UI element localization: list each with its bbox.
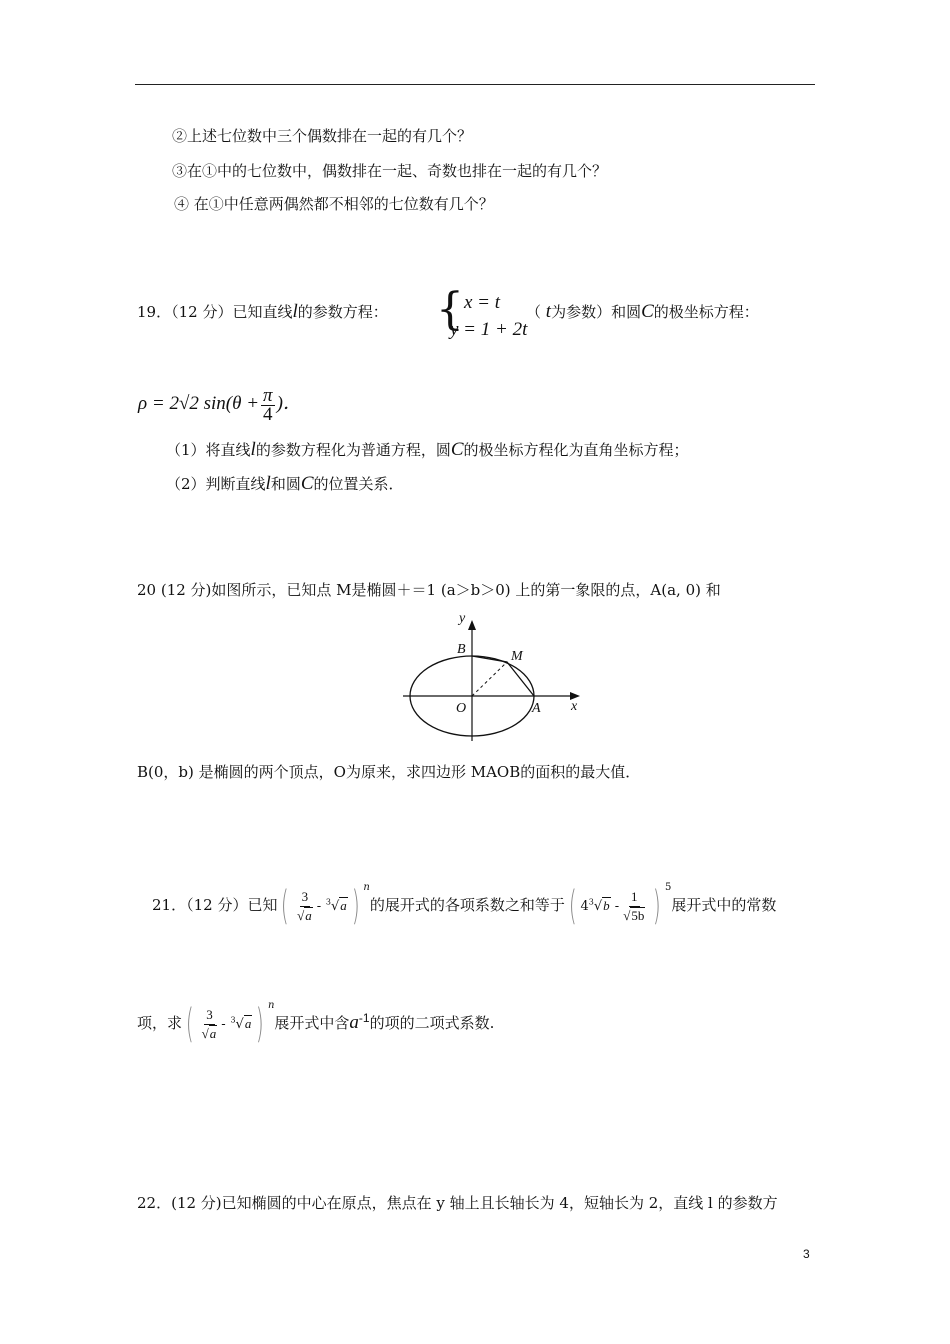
q19-number: 19．（12 分）已知直线 [137,303,293,321]
q21-line-2: 项，求( $\frac{3}{√a}$ - $^3$√a ) $^n$展开式中含$a^{-1}$的项的二项式系数. [137,1000,495,1047]
label-x: x [571,699,578,714]
q19-var-l: l [292,301,298,322]
y-axis-arrow [468,620,476,630]
q19-text-b: 为参数）和圆 [551,303,642,321]
q21-line-1: 21．（12 分）已知( $\frac{3}{√a}$ - $^3$√a ) $^n$的展开式的各项系数之和等于( $4^3√b$ - $\frac{1}{√5b}$ ) $^5$展开式中的常数 [152,882,777,929]
header-rule [135,84,815,85]
q22-line-1: 22．(12 分)已知椭圆的中心在原点，焦点在 y 轴上且长轴长为 4，短轴长为 2，直线 l 的参数方 [137,1194,778,1212]
label-M: M [511,649,523,664]
q20-line-2: B(0，b) 是椭圆的两个顶点，O为原来，求四边形 MAOB的面积的最大值． [137,763,641,781]
q18-item-3: ③在①中的七位数中，偶数排在一起、奇数也排在一起的有几个？ [172,162,608,180]
q19-var-t: t [545,301,552,322]
q19-line-1b: （ t为参数）和圆C的极坐标方程： [526,301,759,322]
q21-frac-3-over-sqrt-a: $\frac{3}{√a}$ [297,888,312,923]
q19-brace: { [436,284,464,335]
q19-rho-rhs: )． [276,393,302,414]
q21-term-4-cbrt-b: $4^3√b$ - [580,897,620,914]
label-B: B [457,642,466,657]
label-A: A [532,701,541,716]
label-O: O [456,701,467,716]
q19-var-C: C [641,301,654,322]
q19-pi-over-4: $\frac{\pi}{4}$ [263,384,273,425]
q21-a-inverse: a [349,1012,359,1033]
q19-text-a: 的参数方程： [297,303,388,321]
q18-item-2: ②上述七位数中三个偶数排在一起的有几个？ [172,127,473,145]
dashed-om [472,662,507,696]
q20-line-1: 20 (12 分)如图所示，已知点 M是椭圆＋＝1 (a＞b＞0) 上的第一象限的点，A(a, 0) 和 [137,581,721,599]
q19-line-1 [137,302,388,322]
q19-polar-eq [138,384,302,424]
q18-item-4: ④ 在①中任意两偶然都不相邻的七位数有几个？ [174,195,494,213]
q19-eq-y: y = 1 + 2t [450,319,528,340]
q19-text-c: 的极坐标方程： [653,303,759,321]
q19-part-2: （2）判断直线l和圆C的位置关系． [166,473,404,494]
q21-cbrt-a: $^3$√a [325,897,347,914]
q20-ellipse-figure [395,606,595,746]
q19-part-1: （1）将直线l的参数方程化为普通方程，圆C的极坐标方程化为直角坐标方程； [166,439,689,460]
page-number: 3 [803,1247,810,1261]
label-y: y [459,611,466,626]
q19-rho-lhs: ρ = 2√2 sin(θ + [138,393,260,414]
q19-eq-x: x = t [464,292,501,313]
q21-frac-1-over-sqrt-5b: $\frac{1}{√5b}$ [623,888,645,923]
quadrilateral-edges [472,656,534,696]
